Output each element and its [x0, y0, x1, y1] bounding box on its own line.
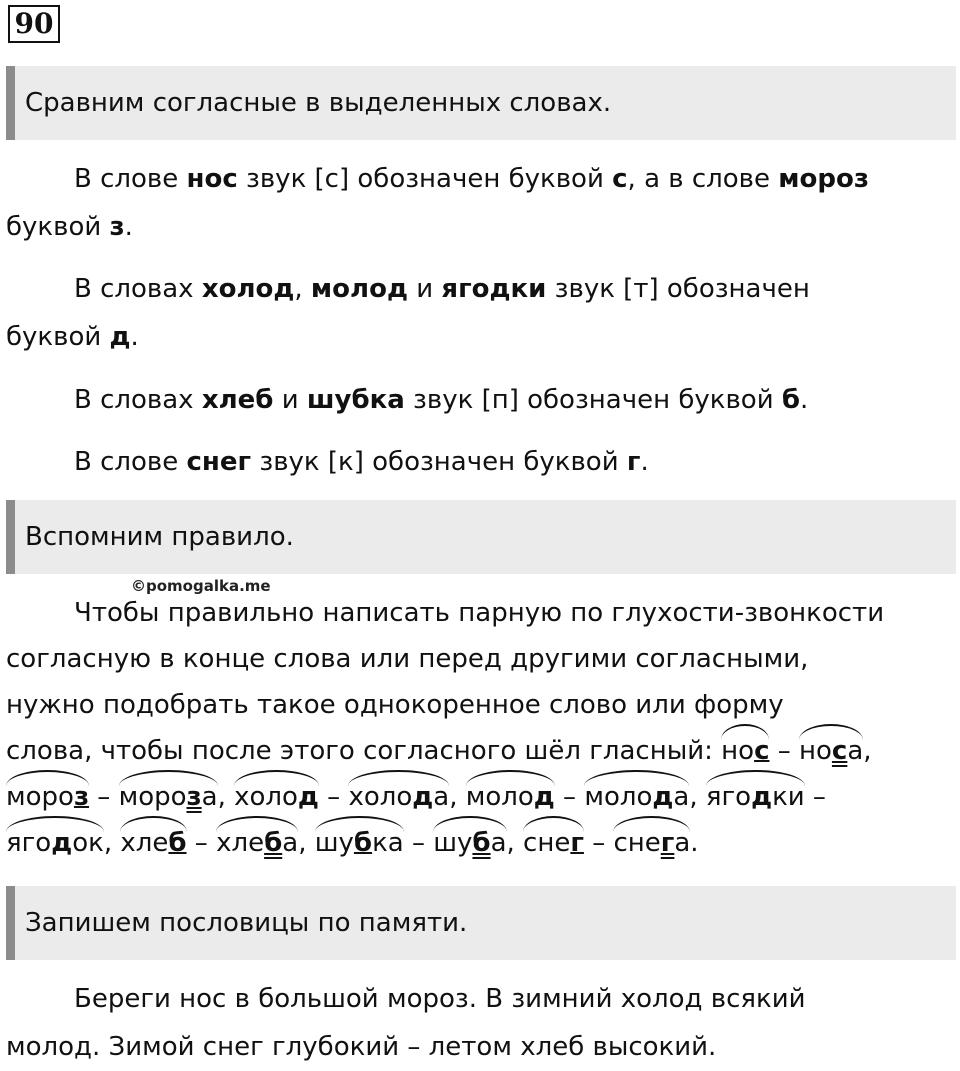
section-heading-proverbs: Запишем пословицы по памяти.: [6, 886, 956, 960]
example-word-shubka: шубка: [315, 820, 404, 866]
rule-line-examples: мороз – мороза, холод – холода, молод – молода, ягодки –: [6, 774, 956, 820]
example-word-yagodki: ягодки: [706, 774, 805, 820]
example-word-sneg: снег: [523, 820, 584, 866]
paragraph-hleb-shubka: В словах хлеб и шубка звук [п] обозначен буквой б.: [74, 385, 809, 415]
rule-line: Чтобы правильно написать парную по глухости-звонкости: [74, 598, 885, 628]
proverbs-line: молод. Зимой снег глубокий – летом хлеб высокий.: [6, 1032, 717, 1062]
example-word-snega: снега: [613, 820, 690, 866]
example-word-hleb: хлеб: [120, 820, 186, 866]
paragraph-sneg: В слове снег звук [к] обозначен буквой г.: [74, 447, 649, 477]
rule-line: согласную в конце слова или перед другими согласными,: [6, 644, 809, 674]
rule-line-examples-start: слова, чтобы после этого согласного шёл гласный: нос – носа,: [6, 728, 956, 774]
proverbs-line: Береги нос в большой мороз. В зимний холод всякий: [74, 984, 806, 1014]
paragraph-nos-moroz-cont: буквой з.: [6, 212, 133, 242]
example-word-moroza: мороза: [119, 774, 218, 820]
rule-line: нужно подобрать такое однокоренное слово или форму: [6, 690, 784, 720]
rule-line-examples-end: ягодок, хлеб – хлеба, шубка – шуба, снег – снега.: [6, 820, 956, 866]
example-word-moroz: мороз: [6, 774, 89, 820]
example-word-hleba: хлеба: [216, 820, 298, 866]
example-word-shuba: шуба: [433, 820, 506, 866]
paragraph-holod-molod: В словах холод, молод и ягодки звук [т] обозначен: [74, 274, 810, 304]
example-word-moloda: молода: [584, 774, 689, 820]
section-heading-rule: Вспомним правило.: [6, 500, 956, 574]
watermark: ©pomogalka.me: [131, 577, 271, 595]
section-heading-compare: Сравним согласные в выделенных словах.: [6, 66, 956, 140]
paragraph-nos-moroz: В слове нос звук [с] обозначен буквой с, а в слове мороз: [74, 164, 869, 194]
example-word-holoda: холода: [348, 774, 449, 820]
example-word-molod: молод: [466, 774, 555, 820]
example-word-nosa: носа: [799, 728, 863, 774]
example-word-nos: нос: [721, 728, 769, 774]
rule-paragraph: [6, 590, 956, 866]
paragraph-holod-molod-cont: буквой д.: [6, 322, 139, 352]
task-number: 90: [8, 5, 60, 43]
example-word-yagodok: ягодок: [6, 820, 104, 866]
example-word-holod: холод: [234, 774, 319, 820]
